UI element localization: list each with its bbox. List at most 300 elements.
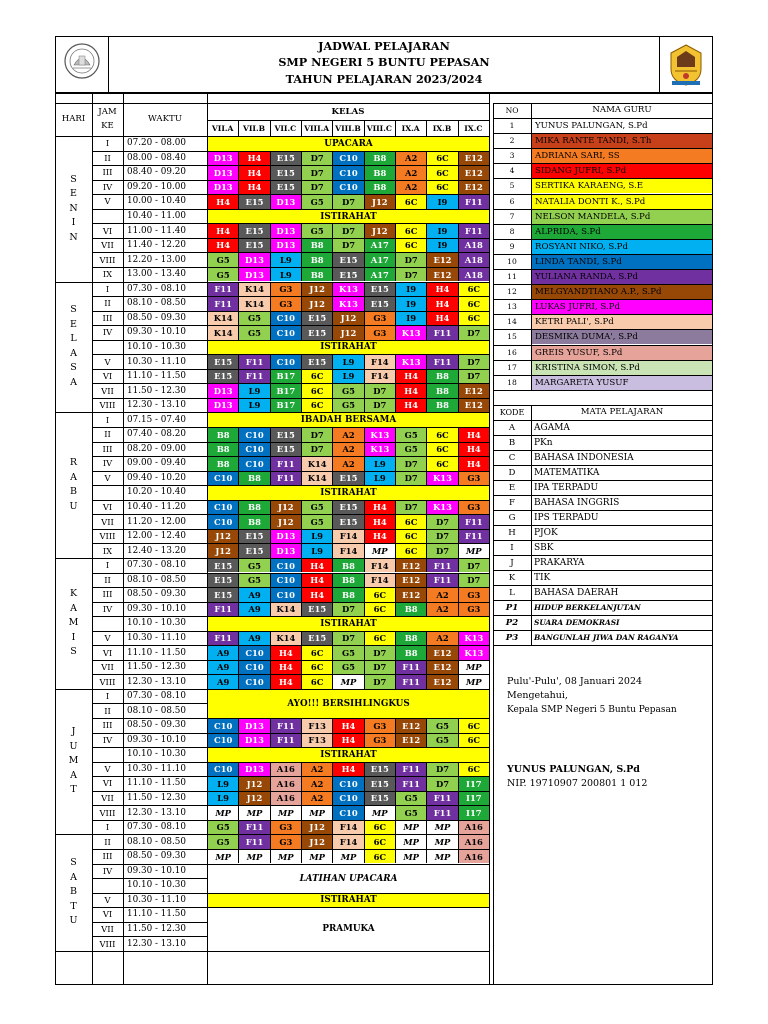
grid-line	[92, 325, 207, 326]
class-cell: E12	[396, 559, 426, 573]
class-cell: MP	[333, 675, 363, 689]
day-letter: A	[70, 376, 77, 388]
grid-line	[92, 602, 207, 603]
waktu-cell: 07.20 - 08.00	[127, 138, 186, 149]
grid-line	[332, 325, 333, 340]
class-cell: K13	[396, 326, 426, 340]
grid-line	[364, 849, 365, 864]
jam-cell: VIII	[99, 400, 116, 411]
class-cell: H4	[427, 283, 457, 297]
signature-name: YUNUS PALUNGAN, S.Pd	[507, 764, 640, 775]
grid-line	[458, 354, 459, 369]
grid-line	[426, 369, 427, 384]
class-cell: G5	[302, 195, 332, 209]
grid-line	[364, 267, 365, 282]
class-cell: K14	[208, 312, 238, 326]
jam-cell: I	[105, 822, 110, 833]
class-header: IX.B	[432, 123, 452, 133]
jam-cell: VIII	[99, 807, 116, 818]
grid-line	[207, 369, 489, 370]
class-cell: G5	[239, 559, 269, 573]
jam-cell: II	[104, 836, 111, 847]
subject-name: BAHASA INGGRIS	[534, 497, 620, 508]
grid-line	[364, 471, 365, 486]
class-cell: A2	[302, 792, 332, 806]
grid-line	[458, 252, 459, 267]
waktu-header: WAKTU	[147, 114, 182, 125]
teacher-no: 3	[509, 151, 515, 161]
grid-line	[92, 587, 207, 588]
class-cell: 6C	[396, 515, 426, 529]
class-cell: MP	[271, 806, 301, 820]
class-cell: G3	[271, 283, 301, 297]
day-letter: S	[70, 362, 77, 374]
waktu-cell: 12.30 - 13.10	[127, 938, 186, 949]
class-cell: 6C	[396, 224, 426, 238]
class-cell: F11	[396, 763, 426, 777]
grid-line	[238, 645, 239, 660]
waktu-cell: 10.30 - 11.10	[127, 894, 186, 905]
class-cell: G5	[333, 384, 363, 398]
grid-line	[458, 791, 459, 806]
waktu-cell: 07.30 - 08.10	[127, 283, 186, 294]
waktu-cell: 09.00 - 09.40	[127, 458, 186, 469]
grid-line	[92, 485, 207, 486]
class-cell: 6C	[396, 530, 426, 544]
jam-cell: III	[102, 312, 113, 323]
class-cell: F11	[459, 224, 489, 238]
grid-line	[395, 252, 396, 267]
class-cell: H4	[302, 559, 332, 573]
class-cell: E15	[302, 326, 332, 340]
class-cell: B17	[271, 399, 301, 413]
grid-line	[92, 267, 207, 268]
class-cell: D7	[459, 559, 489, 573]
day-letter: A	[70, 871, 77, 883]
grid-line	[364, 238, 365, 253]
class-cell: 6C	[396, 544, 426, 558]
class-cell: I9	[427, 195, 457, 209]
grid-line	[238, 805, 239, 820]
waktu-cell: 11.10 - 11.50	[127, 909, 186, 920]
class-cell: F14	[333, 530, 363, 544]
waktu-cell: 08.00 - 08.40	[127, 152, 186, 163]
grid-line	[458, 180, 459, 195]
grid-line	[426, 602, 427, 617]
class-cell: D13	[208, 384, 238, 398]
grid-line	[238, 558, 239, 573]
grid-line	[207, 194, 489, 195]
teacher-name: KETRI PALI', S.Pd	[532, 315, 712, 329]
class-cell: MP	[333, 850, 363, 864]
grid-line	[458, 427, 459, 442]
grid-line	[207, 296, 489, 297]
class-cell: F11	[271, 734, 301, 748]
grid-line	[395, 427, 396, 442]
grid-line	[55, 282, 489, 283]
class-cell: G5	[333, 399, 363, 413]
class-cell: F11	[208, 297, 238, 311]
class-cell: E15	[333, 501, 363, 515]
teacher-name: YUNUS PALUNGAN, S.Pd	[532, 119, 712, 133]
class-cell: B8	[427, 384, 457, 398]
grid-line	[332, 645, 333, 660]
grid-line	[238, 354, 239, 369]
signature-place-date: Pulu'-Pulu', 08 Januari 2024	[507, 676, 643, 687]
class-cell: J12	[239, 777, 269, 791]
class-cell: K14	[302, 472, 332, 486]
jam-cell: VII	[101, 385, 114, 396]
class-cell: B8	[239, 501, 269, 515]
grid-line	[364, 383, 365, 398]
class-cell: K14	[239, 283, 269, 297]
grid-line	[301, 514, 302, 529]
class-cell: G5	[208, 268, 238, 282]
grid-line	[426, 573, 427, 588]
grid-line	[458, 776, 459, 791]
grid-line	[301, 543, 302, 558]
day-letter: T	[70, 900, 77, 912]
grid-line	[238, 383, 239, 398]
jam-cell: IV	[102, 603, 113, 614]
class-cell: D13	[208, 399, 238, 413]
class-cell: G5	[302, 501, 332, 515]
class-cell: H4	[271, 646, 301, 660]
class-cell: E15	[302, 355, 332, 369]
class-cell: C10	[208, 515, 238, 529]
grid-line	[458, 383, 459, 398]
class-cell: H4	[365, 530, 395, 544]
grid-line	[395, 267, 396, 282]
class-cell: 6C	[302, 661, 332, 675]
grid-line	[270, 238, 271, 253]
class-cell: MP	[427, 821, 457, 835]
class-cell: F11	[396, 675, 426, 689]
grid-line	[207, 602, 489, 603]
class-cell: A16	[459, 850, 489, 864]
day-letter: S	[70, 173, 77, 185]
grid-line	[332, 791, 333, 806]
subject-code: B	[508, 437, 516, 448]
class-cell: MP	[208, 806, 238, 820]
day-letter: J	[71, 726, 76, 738]
grid-line	[458, 631, 459, 646]
jam-cell	[92, 616, 123, 631]
grid-line	[92, 456, 207, 457]
grid-line	[55, 689, 489, 690]
class-cell: F11	[459, 515, 489, 529]
grid-line	[426, 849, 427, 864]
grid-line	[458, 733, 459, 748]
teacher-name: MARGARETA YUSUF	[532, 376, 712, 390]
class-cell: F11	[396, 661, 426, 675]
jam-cell: VII	[101, 516, 114, 527]
class-cell: E12	[427, 646, 457, 660]
class-cell: A9	[239, 632, 269, 646]
teacher-no: 1	[509, 121, 515, 131]
day-letter: R	[69, 457, 78, 469]
grid-line	[270, 660, 271, 675]
grid-line	[364, 820, 365, 835]
grid-line	[92, 500, 207, 501]
class-cell: C10	[333, 806, 363, 820]
class-cell: J12	[365, 195, 395, 209]
class-cell: E15	[365, 297, 395, 311]
grid-line	[238, 834, 239, 849]
jam-cell: V	[104, 894, 111, 905]
jam-cell: VI	[102, 371, 113, 382]
grid-line	[55, 834, 489, 835]
class-cell: H4	[427, 297, 457, 311]
grid-line	[270, 820, 271, 835]
grid-line	[426, 223, 427, 238]
grid-line	[301, 180, 302, 195]
grid-line	[301, 194, 302, 209]
jam-cell: VII	[101, 240, 114, 251]
grid-line	[332, 558, 333, 573]
grid-line	[92, 820, 207, 821]
jam-cell	[92, 485, 123, 500]
grid-line	[458, 282, 459, 297]
waktu-cell: 08.50 - 09.30	[127, 851, 186, 862]
grid-line	[458, 165, 459, 180]
class-cell: D13	[208, 152, 238, 166]
grid-line	[395, 587, 396, 602]
grid-line	[364, 120, 365, 136]
grid-line	[55, 558, 489, 559]
class-cell: E12	[459, 166, 489, 180]
class-cell: 6C	[365, 603, 395, 617]
jam-cell: III	[102, 443, 113, 454]
grid-line	[364, 500, 365, 515]
grid-line	[92, 238, 207, 239]
class-cell: C10	[271, 588, 301, 602]
grid-line	[270, 442, 271, 457]
grid-line	[395, 849, 396, 864]
grid-line	[458, 442, 459, 457]
class-cell: I17	[459, 777, 489, 791]
class-cell: E12	[459, 181, 489, 195]
class-cell: A16	[459, 835, 489, 849]
grid-line	[92, 543, 207, 544]
day-letter: E	[70, 188, 77, 199]
teacher-name: MIKA RANTE TANDI, S.Th	[532, 134, 712, 148]
waktu-cell: 10.30 - 11.10	[127, 763, 186, 774]
grid-line	[270, 194, 271, 209]
class-cell: E15	[271, 428, 301, 442]
subject-name: IPS TERPADU	[534, 512, 599, 523]
kelas-header: KELAS	[331, 106, 365, 117]
grid-line	[207, 398, 489, 399]
class-cell: K13	[459, 632, 489, 646]
class-cell: H4	[302, 588, 332, 602]
grid-line	[238, 718, 239, 733]
grid-line	[458, 674, 459, 689]
class-cell: D7	[333, 239, 363, 253]
grid-line	[270, 762, 271, 777]
grid-line	[395, 834, 396, 849]
class-cell: E12	[396, 734, 426, 748]
grid-line	[238, 325, 239, 340]
waktu-cell: 11.10 - 11.50	[127, 647, 186, 658]
grid-line	[238, 776, 239, 791]
jam-cell	[92, 747, 123, 762]
subject-code: C	[508, 452, 516, 463]
grid-line	[395, 238, 396, 253]
grid-line	[270, 296, 271, 311]
grid-line	[426, 311, 427, 326]
grid-line	[395, 602, 396, 617]
teacher-no: 8	[509, 226, 515, 236]
class-cell: H4	[396, 399, 426, 413]
class-cell: E12	[396, 574, 426, 588]
grid-line	[207, 340, 489, 341]
grid-line	[364, 602, 365, 617]
class-cell: I17	[459, 806, 489, 820]
grid-line	[395, 442, 396, 457]
grid-line	[207, 252, 489, 253]
grid-line	[458, 645, 459, 660]
subject-code: D	[508, 467, 516, 478]
class-header: VII.A	[211, 123, 234, 133]
jam-cell: I	[105, 414, 110, 425]
class-cell: K13	[333, 297, 363, 311]
class-cell: G3	[459, 472, 489, 486]
class-cell: D7	[427, 763, 457, 777]
subject-code: P2	[505, 617, 519, 628]
grid-line	[426, 791, 427, 806]
class-cell: G3	[365, 312, 395, 326]
class-cell: J12	[333, 326, 363, 340]
subject-name: BAHASA INDONESIA	[534, 452, 634, 463]
grid-line	[458, 398, 459, 413]
grid-line	[270, 631, 271, 646]
jam-cell: V	[104, 763, 111, 774]
class-cell: F14	[333, 821, 363, 835]
day-letter: S	[70, 646, 77, 658]
grid-line	[301, 791, 302, 806]
class-cell: A9	[239, 588, 269, 602]
day-letter: E	[70, 318, 77, 330]
grid-line	[426, 587, 427, 602]
class-cell: E15	[239, 224, 269, 238]
grid-line	[332, 514, 333, 529]
teacher-name: GREIS YUSUF, S.Pd	[532, 346, 712, 360]
class-cell: D7	[459, 370, 489, 384]
class-cell: D7	[459, 326, 489, 340]
class-header: IX.C	[464, 123, 483, 133]
grid-line	[301, 631, 302, 646]
class-cell: L9	[271, 253, 301, 267]
class-cell: C10	[333, 792, 363, 806]
class-cell: E15	[365, 777, 395, 791]
day-label	[55, 689, 92, 835]
grid-line	[426, 456, 427, 471]
grid-line	[364, 151, 365, 166]
waktu-cell: 12.30 - 13.10	[127, 676, 186, 687]
class-cell: E12	[459, 384, 489, 398]
class-cell: MP	[239, 850, 269, 864]
class-cell: G5	[208, 821, 238, 835]
grid-line	[332, 194, 333, 209]
grid-line	[207, 383, 489, 384]
class-cell: B8	[208, 428, 238, 442]
class-cell: F11	[427, 574, 457, 588]
grid-line	[207, 573, 489, 574]
subject-name: PJOK	[534, 527, 558, 538]
grid-line	[270, 733, 271, 748]
class-cell: H4	[271, 661, 301, 675]
grid-line	[458, 805, 459, 820]
subject-code: K	[508, 572, 516, 583]
jam-cell: VI	[102, 778, 113, 789]
grid-line	[364, 631, 365, 646]
class-cell: 6C	[427, 181, 457, 195]
class-cell: K13	[333, 283, 363, 297]
grid-line	[270, 645, 271, 660]
grid-line	[301, 120, 302, 136]
teacher-no-header: NO	[505, 106, 519, 115]
waktu-cell: 10.10 - 10.30	[127, 341, 186, 352]
class-cell: F14	[365, 355, 395, 369]
grid-line	[238, 165, 239, 180]
class-cell: A9	[239, 603, 269, 617]
teacher-name: DESMIKA DUMA', S.Pd	[532, 330, 712, 344]
subject-name: PRAKARYA	[534, 557, 585, 568]
class-cell: G5	[396, 792, 426, 806]
class-cell: G3	[271, 297, 301, 311]
class-cell: B8	[365, 181, 395, 195]
grid-line	[364, 165, 365, 180]
class-cell: 6C	[459, 312, 489, 326]
grid-line	[332, 120, 333, 136]
class-cell: F11	[427, 326, 457, 340]
class-cell: A9	[208, 661, 238, 675]
class-cell: E15	[302, 603, 332, 617]
jam-cell: I	[105, 138, 110, 149]
grid-line	[332, 529, 333, 544]
jam-cell: II	[104, 429, 111, 440]
grid-line	[426, 543, 427, 558]
waktu-cell: 11.10 - 11.50	[127, 371, 186, 382]
grid-line	[207, 674, 489, 675]
class-cell: J12	[208, 544, 238, 558]
grid-line	[92, 471, 207, 472]
grid-line	[364, 427, 365, 442]
grid-line	[207, 180, 489, 181]
class-cell: MP	[396, 835, 426, 849]
day-letter: A	[70, 602, 77, 614]
grid-line	[207, 485, 489, 486]
grid-line	[238, 442, 239, 457]
grid-line	[395, 369, 396, 384]
grid-line	[238, 762, 239, 777]
grid-line	[458, 194, 459, 209]
grid-line	[270, 543, 271, 558]
class-cell: C10	[271, 574, 301, 588]
waktu-cell: 08.50 - 09.30	[127, 312, 186, 323]
grid-line	[364, 791, 365, 806]
subject-code: I	[510, 542, 514, 553]
class-cell: F11	[239, 821, 269, 835]
grid-line	[426, 194, 427, 209]
class-cell: H4	[396, 384, 426, 398]
class-cell: H4	[239, 181, 269, 195]
class-cell: 6C	[396, 195, 426, 209]
grid-line	[458, 369, 459, 384]
class-cell: G5	[333, 646, 363, 660]
teacher-no: 6	[509, 196, 515, 206]
